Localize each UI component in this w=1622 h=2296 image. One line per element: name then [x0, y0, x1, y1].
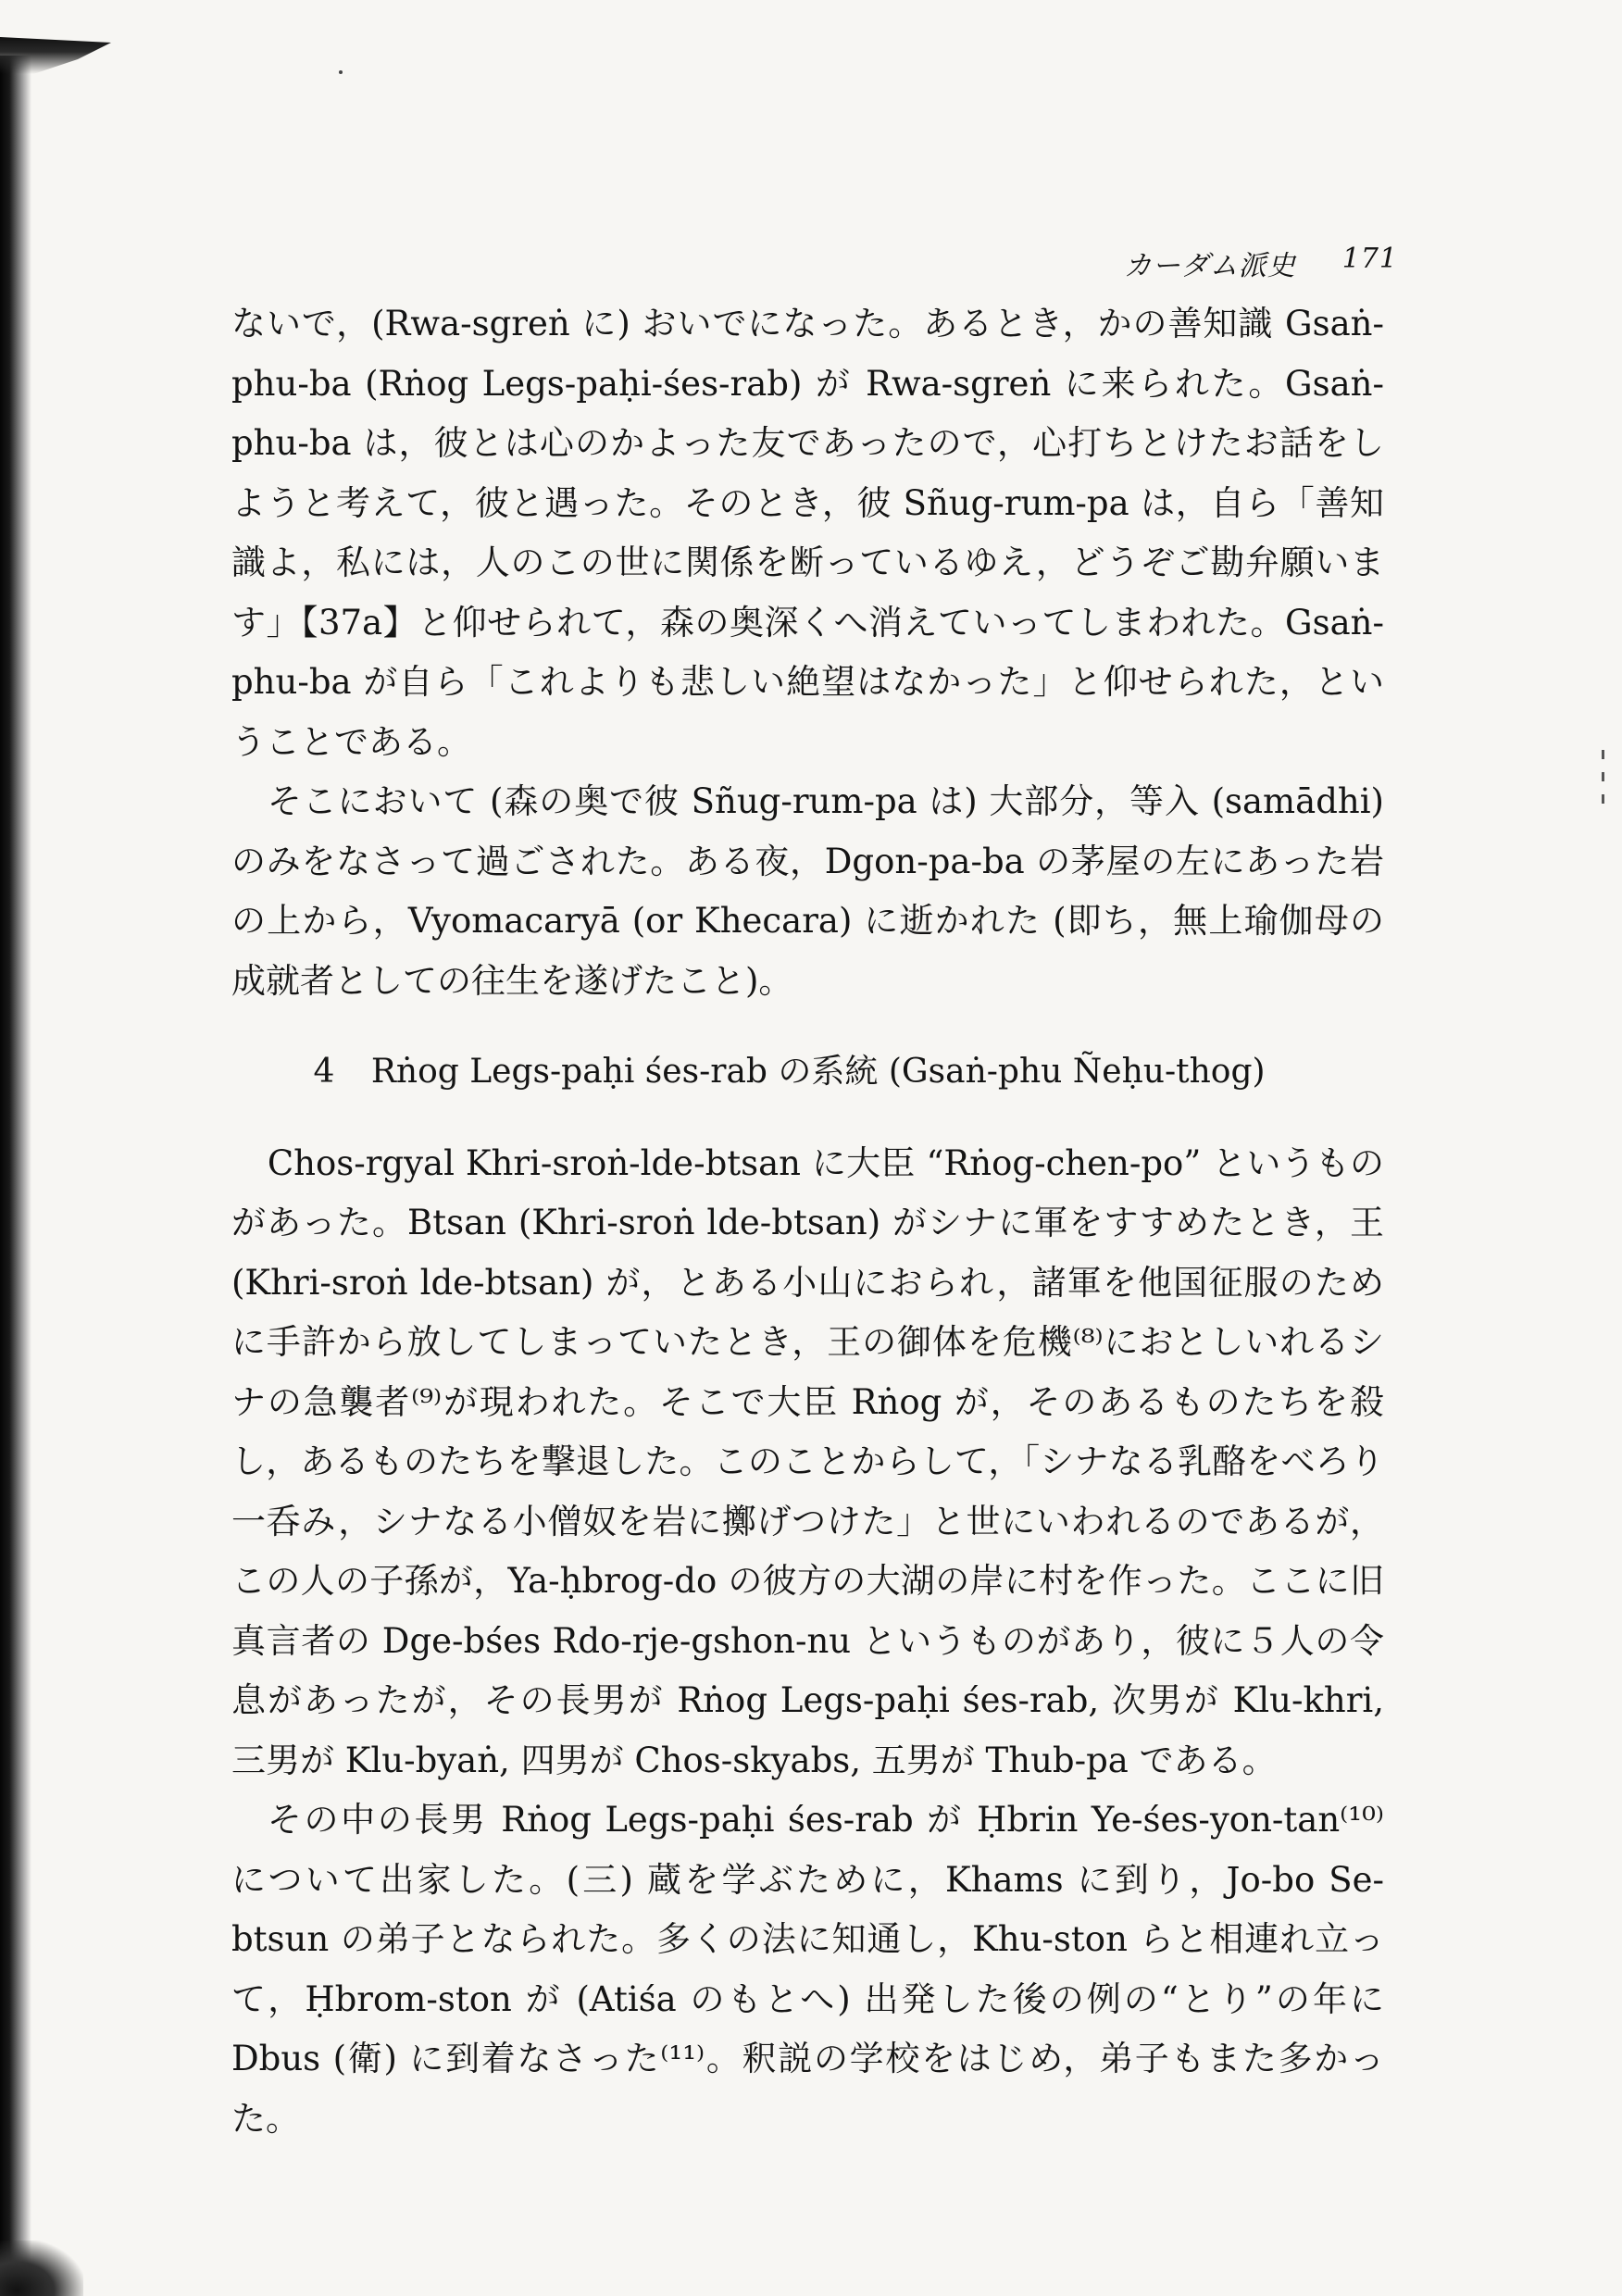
scan-edge-mark — [1602, 794, 1604, 804]
running-title: カーダム派史 — [1123, 250, 1296, 282]
paragraph-1: ないで，(Rwa-sgreṅ に) おいでになった。あるとき，かの善知識 Gsaṅ-phu-ba (Rṅog Legs-paḥi-śes-rab) が Rwa-sgreṅ に来られた。Gsaṅ-phu-ba は，彼とは心のかよった友であったので，心打ちとけたお話をしようと考えて，彼と遇った。そのとき，彼 Sñug-rum-pa は，自ら「善知識よ，私には，人のこの世に関係を断っているゆえ，どうぞご勘弁願います」【37a】と仰せられて，森の奥深くへ消えていってしまわれた。Gsaṅ-phu-ba が自ら「これよりも悲しい絶望はなかった」と仰せられた，ということである。 — [231, 304, 1384, 762]
paragraph-2: そこにおいて (森の奥で彼 Sñug-rum-pa は) 大部分，等入 (samādhi) のみをなさって過ごされた。ある夜，Dgon-pa-ba の茅屋の左にあった岩の上から，Vyomacaryā (or Khecara) に逝かれた (即ち，無上瑜伽母の成就者としての往生を遂げたこと)。 — [231, 781, 1384, 1001]
scan-edge-mark — [1602, 772, 1604, 781]
page-binding-shadow — [0, 56, 31, 2296]
binding-smudge-top — [0, 37, 111, 74]
scan-edge-mark — [1602, 750, 1604, 759]
section-title: Rṅog Legs-paḥi śes-rab の系統 (Gsaṅ-phu Ñeḥu-thog) — [370, 1053, 1266, 1091]
paragraph-4: その中の長男 Rṅog Legs-paḥi śes-rab が Ḥbrin Ye-śes-yon-tan⁽¹⁰⁾ について出家した。(三) 蔵を学ぶために，Khams に到り，Jo-bo Se-btsun の弟子となられた。多くの法に知通し，Khu-ston らと相連れ立って，Ḥbrom-ston が (Atiśa のもとへ) 出発した後の例の“とり”の年に Dbus (衛) に到着なさった⁽¹¹⁾。釈説の学校をはじめ，弟子もまた多かった。 — [231, 1800, 1384, 2139]
scan-speck — [339, 70, 343, 74]
running-head — [1065, 243, 1398, 283]
binding-smudge-bottom — [0, 2240, 83, 2296]
section-heading — [231, 1042, 1384, 1103]
paragraph-3: Chos-rgyal Khri-sroṅ-lde-btsan に大臣 “Rṅog-chen-po” というものがあった。Btsan (Khri-sroṅ lde-btsan) がシナに軍をすすめたとき，王 (Khri-sroṅ lde-btsan) が，とある小山におられ，諸軍を他国征服のために手許から放してしまっていたとき，王の御体を危機⁽⁸⁾におとしいれるシナの急襲者⁽⁹⁾が現われた。そこで大臣 Rṅog が，そのあるものたちを殺し，あるものたちを撃退した。このことからして，「シナなる乳酪をべろり一呑み，シナなる小僧奴を岩に擲げつけた」と世にいわれるのであるが，この人の子孫が，Ya-ḥbrog-do の彼方の大湖の岸に村を作った。ここに旧真言者の Dge-bśes Rdo-rje-gshon-nu というものがあり，彼に５人の令息があったが，その長男が Rṅog Legs-paḥi śes-rab, 次男が Klu-khri, 三男が Klu-byaṅ, 四男が Chos-skyabs, 五男が Thub-pa である。 — [231, 1142, 1384, 1780]
section-number: 4 — [313, 1053, 335, 1091]
page-number: 171 — [1341, 243, 1398, 275]
main-text — [231, 294, 1384, 2149]
